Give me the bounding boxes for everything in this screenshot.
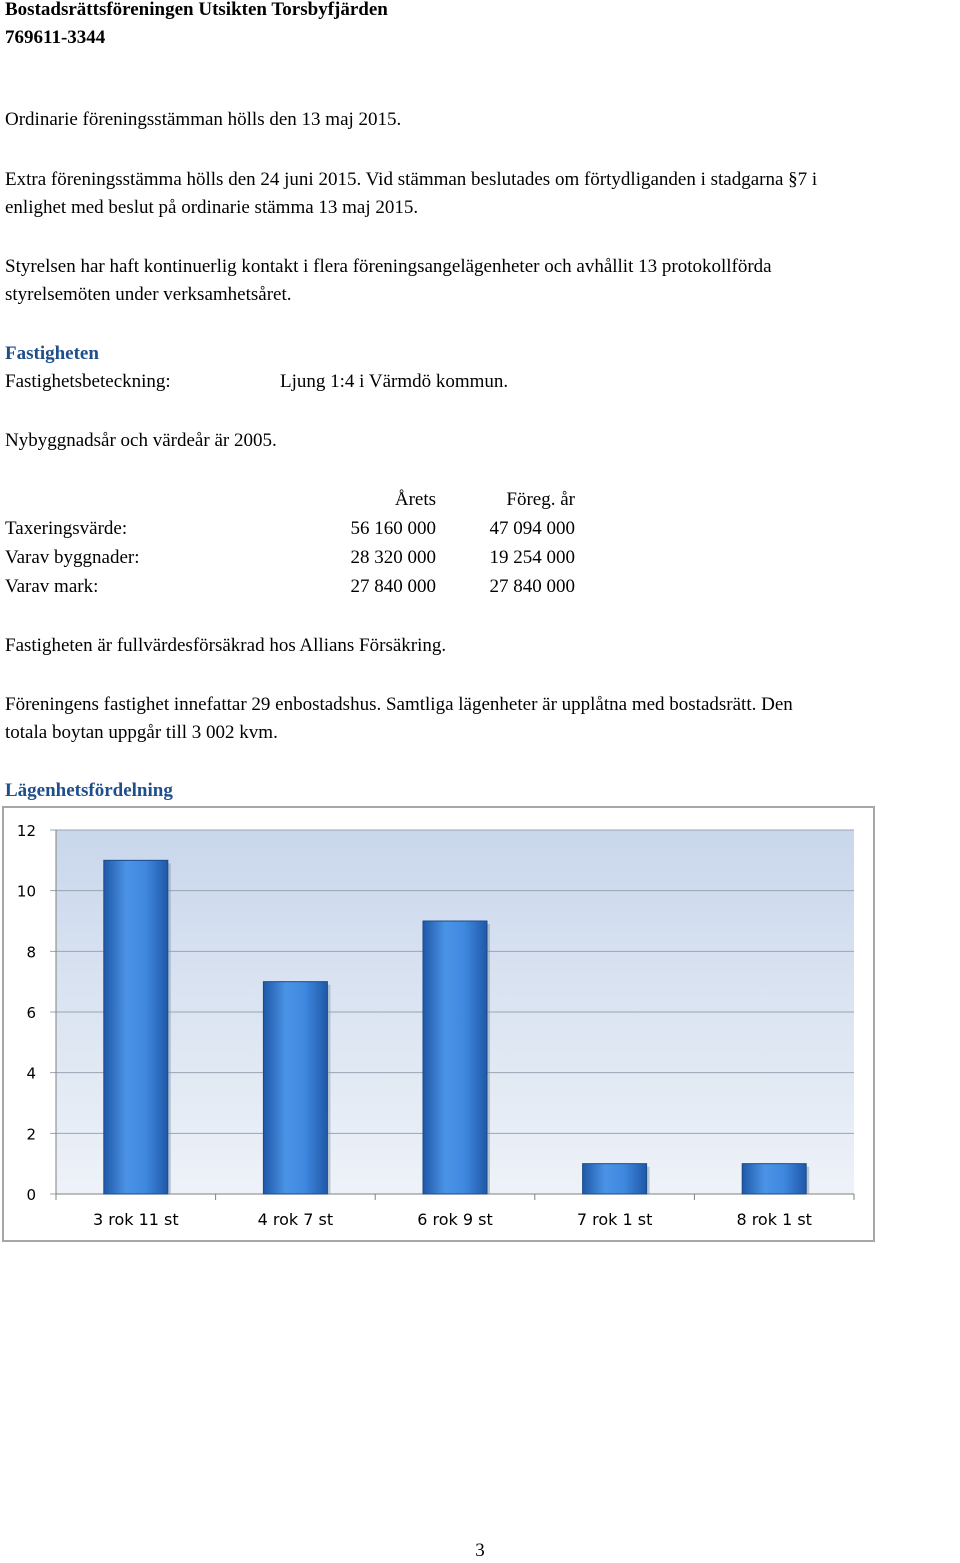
page-number: 3 (475, 1540, 485, 1561)
paragraph-ordinarie: Ordinarie föreningsstämman hölls den 13 maj 2015. (5, 109, 402, 130)
table-header-current: Årets (394, 489, 436, 510)
chart-x-tick-label: 6 rok 9 st (417, 1210, 493, 1229)
table-row-label: Varav mark: (5, 576, 99, 597)
chart-x-tick-label: 8 rok 1 st (736, 1210, 812, 1229)
table-header-previous: Föreg. år (506, 489, 575, 510)
chart-y-tick-label: 6 (26, 1004, 36, 1022)
taxering-table (0, 486, 960, 606)
insurance-text: Fastigheten är fullvärdesförsäkrad hos Allians Försäkring. (5, 635, 447, 656)
org-name: Bostadsrättsföreningen Utsikten Torsbyfjärden (5, 0, 388, 20)
fastighetsbeteckning-value: Ljung 1:4 i Värmdö kommun. (280, 371, 509, 392)
year-text: Nybyggnadsår och värdeår är 2005. (5, 430, 277, 451)
paragraph-styrelsen-line2: styrelsemöten under verksamhetsåret. (5, 284, 292, 305)
chart-bar (263, 982, 327, 1194)
chart-canvas (4, 808, 873, 1240)
paragraph-extra-line1: Extra föreningsstämma hölls den 24 juni 2015. Vid stämman beslutades om förtydliganden i stadgarna §7 i (5, 169, 818, 190)
chart-y-tick-label: 8 (26, 943, 36, 962)
chart-bar (742, 1164, 806, 1194)
table-row-label: Varav byggnader: (5, 547, 140, 568)
org-number: 769611-3344 (5, 27, 106, 48)
chart-y-tick-label: 2 (26, 1125, 36, 1144)
chart-bar (423, 921, 487, 1194)
table-row-label: Taxeringsvärde: (5, 518, 128, 539)
chart-y-tick-label: 12 (16, 822, 36, 840)
chart-bar (104, 860, 168, 1194)
fastighetsbeteckning-label: Fastighetsbeteckning: (5, 371, 171, 392)
table-row-current: 27 840 000 (350, 576, 436, 597)
apartment-distribution-chart (2, 806, 875, 1242)
table-row-current: 28 320 000 (350, 547, 436, 568)
chart-y-tick-label: 0 (26, 1186, 36, 1204)
chart-x-tick-label: 3 rok 11 st (92, 1210, 179, 1229)
building-text-line1: Föreningens fastighet innefattar 29 enbostadshus. Samtliga lägenheter är upplåtna med bostadsrätt. Den (5, 694, 793, 715)
section-heading-fastigheten: Fastigheten (5, 343, 99, 364)
chart-x-tick-label: 7 rok 1 st (576, 1210, 653, 1229)
table-row-previous: 27 840 000 (489, 576, 575, 597)
building-text-line2: totala boytan uppgår till 3 002 kvm. (5, 722, 278, 743)
chart-bar (583, 1164, 647, 1194)
chart-x-tick-label: 4 rok 7 st (257, 1210, 334, 1229)
table-row-current: 56 160 000 (350, 518, 436, 539)
paragraph-styrelsen-line1: Styrelsen har haft kontinuerlig kontakt i flera föreningsangelägenheter och avhållit 13 protokollförda (5, 256, 772, 277)
table-row-previous: 19 254 000 (489, 547, 575, 568)
paragraph-extra-line2: enlighet med beslut på ordinarie stämma 13 maj 2015. (5, 197, 419, 218)
chart-y-tick-label: 4 (26, 1064, 36, 1083)
chart-y-tick-label: 10 (16, 882, 36, 901)
table-row-previous: 47 094 000 (489, 518, 575, 539)
section-heading-lagenhetsfordelning: Lägenhetsfördelning (5, 780, 173, 801)
